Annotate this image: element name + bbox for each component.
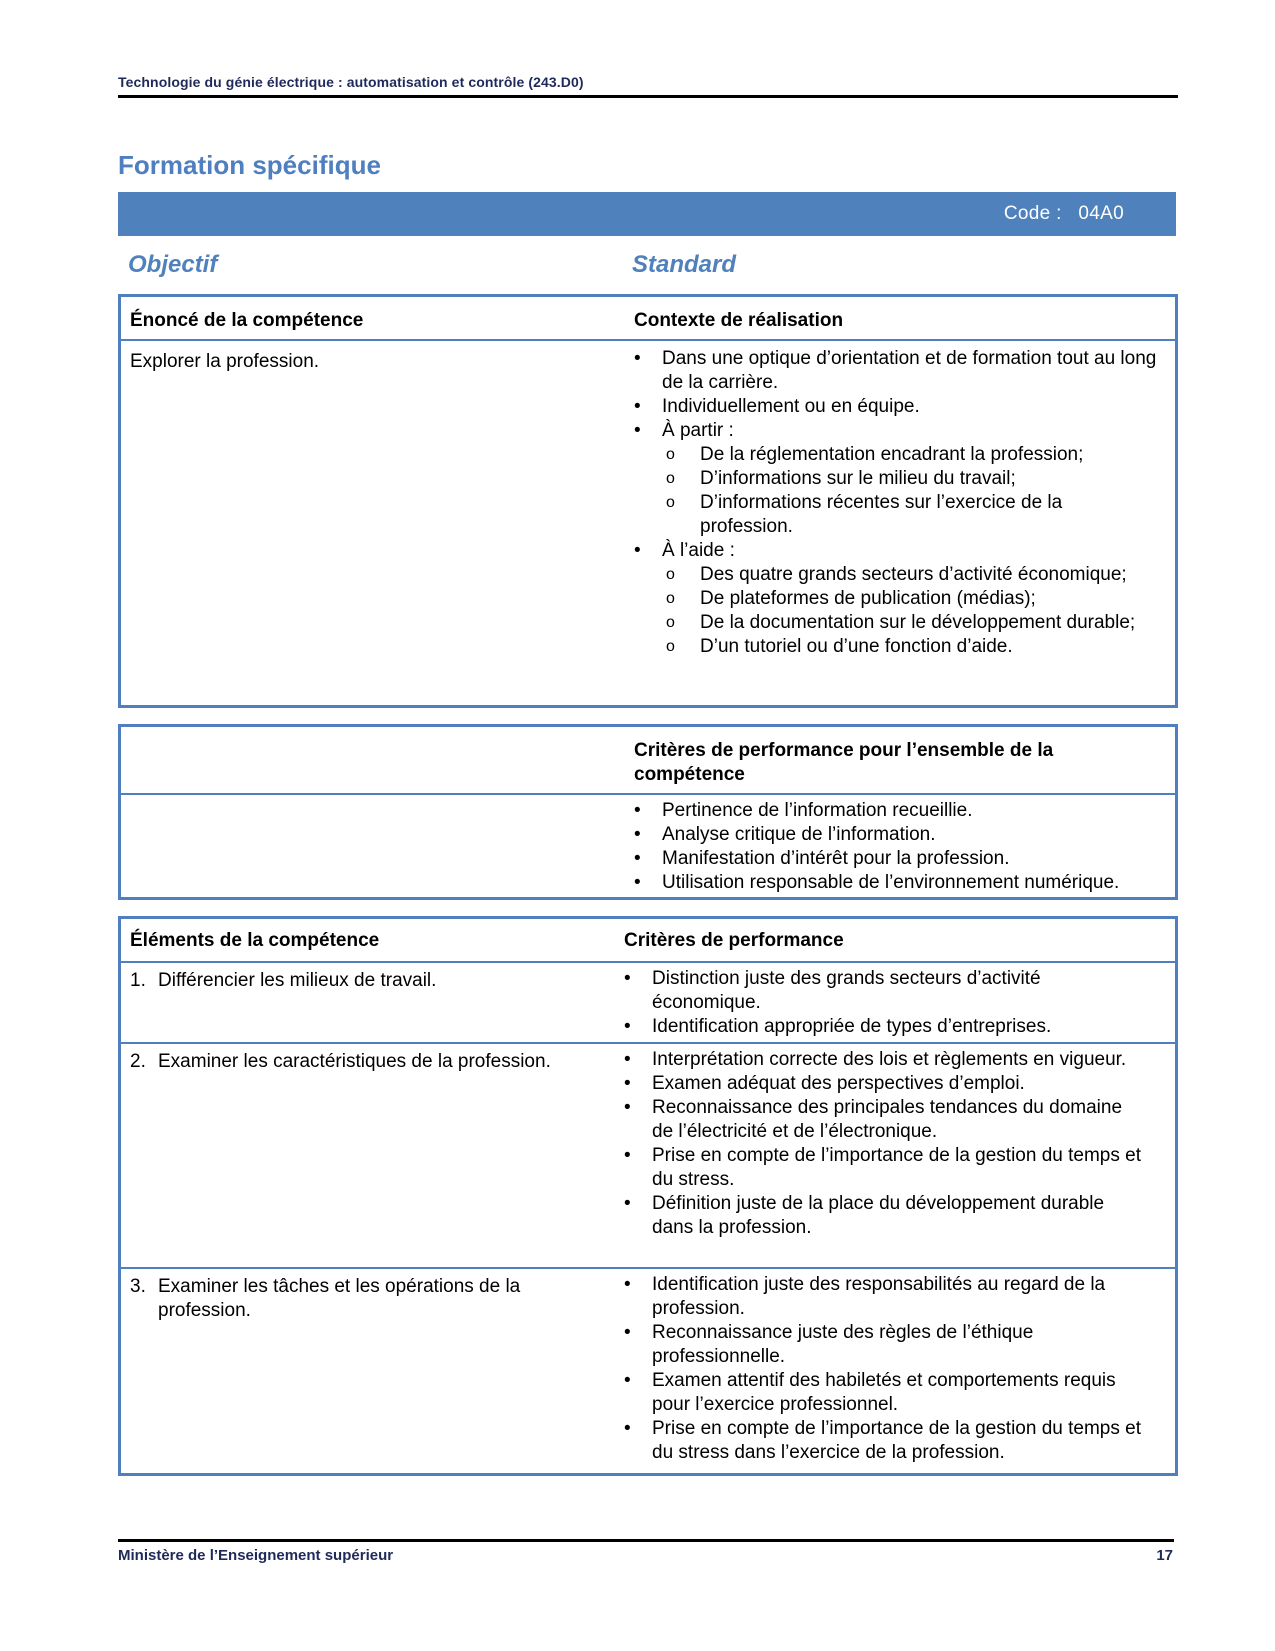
element-row-3: 3. Examiner les tâches et les opérations de la profession. [130,1276,521,1321]
bullet-icon: • [624,1193,631,1214]
list-item: o D’un tutoriel ou d’une fonction d’aide. [666,636,1013,657]
criteria-header: Critères de performance [624,930,844,951]
bullet-icon: • [634,540,641,561]
circle-bullet-icon: o [666,470,675,487]
global-criteria-table [118,724,1178,900]
criteria-row-3 [624,1273,1144,1465]
bullet-icon: • [624,968,631,989]
code-bar [118,192,1176,236]
element-row-2: 2. Examiner les caractéristiques de la profession. [130,1051,551,1072]
list-item: • Prise en compte de l’importance de la gestion du temps et du stress dans l’exercice de la profession. [624,1418,1141,1463]
list-item: • Individuellement ou en équipe. [634,396,920,417]
list-item: o De plateformes de publication (médias); [666,588,1036,609]
circle-bullet-icon: o [666,566,675,583]
bullet-icon: • [634,348,641,369]
contexte-list [634,347,1160,659]
row-separator [121,339,1175,341]
list-item: • Distinction juste des grands secteurs d’activité économique. [624,968,1041,1013]
list-item: • Reconnaissance juste des règles de l’éthique professionnelle. [624,1322,1034,1367]
bullet-icon: • [634,848,641,869]
global-criteria-header: Critères de performance pour l’ensemble de la compétence [634,740,1054,785]
bullet-icon: • [624,1322,631,1343]
criteria-row-2 [624,1048,1144,1240]
footer-rule [118,1539,1174,1542]
running-header: Technologie du génie électrique : automatisation et contrôle (243.D0) [118,74,584,90]
list-item: • Identification juste des responsabilités au regard de la profession. [624,1274,1106,1319]
bullet-icon: • [634,824,641,845]
global-criteria-list [634,799,1164,895]
bullet-icon: • [634,800,641,821]
section-title: Formation spécifique [118,150,381,180]
list-item: • Dans une optique d’orientation et de formation tout au long de la carrière. [634,348,1157,393]
circle-bullet-icon: o [666,590,675,607]
footer-ministry: Ministère de l’Enseignement supérieur [118,1547,394,1564]
competence-table [118,294,1178,708]
header-rule [118,95,1178,98]
list-item: • Utilisation responsable de l’environnement numérique. [634,872,1120,893]
list-item: • Analyse critique de l’information. [634,824,936,845]
elements-header: Éléments de la compétence [130,930,380,951]
code-label-text: Code : [1003,203,1062,224]
code-value: 04A0 [1078,203,1124,224]
list-item: • Reconnaissance des principales tendances du domaine de l’électricité et de l’électronique. [624,1097,1123,1142]
criteria-row-1 [624,967,1074,1039]
circle-bullet-icon: o [666,614,675,631]
list-item: • Manifestation d’intérêt pour la profession. [634,848,1010,869]
elements-table [118,916,1178,1476]
list-item: o D’informations sur le milieu du travail; [666,468,1016,489]
bullet-icon: • [624,1370,631,1391]
list-item: • À l’aide : o Des quatre grands secteurs d’activité économique; o De plateformes de publication (médias); o De la documentation sur le développement durable; o D’un tutoriel ou d’une fonction d’aide. [634,539,1160,659]
bullet-icon: • [624,1097,631,1118]
code-label [1004,203,1124,225]
footer-page-number: 17 [1156,1547,1173,1564]
list-item: • Identification appropriée de types d’entreprises. [624,1016,1052,1037]
list-item: o Des quatre grands secteurs d’activité économique; [666,564,1127,585]
row-separator [121,1042,1175,1044]
bullet-icon: • [634,420,641,441]
list-item: • À partir : o De la réglementation encadrant la profession; o D’informations sur le milieu du travail; o D’informations récentes sur l’exercice de la profession. [634,419,1160,539]
list-item: o D’informations récentes sur l’exercice de la profession. [666,492,1063,537]
element-row-1: 1. Différencier les milieux de travail. [130,970,437,991]
enonce-text: Explorer la profession. [130,351,320,372]
list-item: o De la documentation sur le développement durable; [666,612,1136,633]
bullet-icon: • [624,1145,631,1166]
circle-bullet-icon: o [666,638,675,655]
circle-bullet-icon: o [666,494,675,511]
bullet-icon: • [624,1073,631,1094]
contexte-header: Contexte de réalisation [634,310,844,331]
list-item: • Prise en compte de l’importance de la gestion du temps et du stress. [624,1145,1141,1190]
list-item: • Examen adéquat des perspectives d’emploi. [624,1073,1025,1094]
row-separator [121,961,1175,963]
bullet-icon: • [624,1016,631,1037]
list-item: o De la réglementation encadrant la profession; [666,444,1084,465]
bullet-icon: • [634,396,641,417]
circle-bullet-icon: o [666,446,675,463]
bullet-icon: • [624,1049,631,1070]
bullet-icon: • [634,872,641,893]
row-separator [121,1267,1175,1269]
list-item: • Examen attentif des habiletés et comportements requis pour l’exercice professionnel. [624,1370,1116,1415]
list-item: • Pertinence de l’information recueillie. [634,800,973,821]
objectif-heading: Objectif [128,251,218,278]
list-item: • Définition juste de la place du développement durable dans la profession. [624,1193,1105,1238]
row-separator [121,793,1175,795]
bullet-icon: • [624,1274,631,1295]
enonce-header: Énoncé de la compétence [130,310,364,331]
bullet-icon: • [624,1418,631,1439]
standard-heading: Standard [632,251,737,278]
list-item: • Interprétation correcte des lois et règlements en vigueur. [624,1049,1127,1070]
